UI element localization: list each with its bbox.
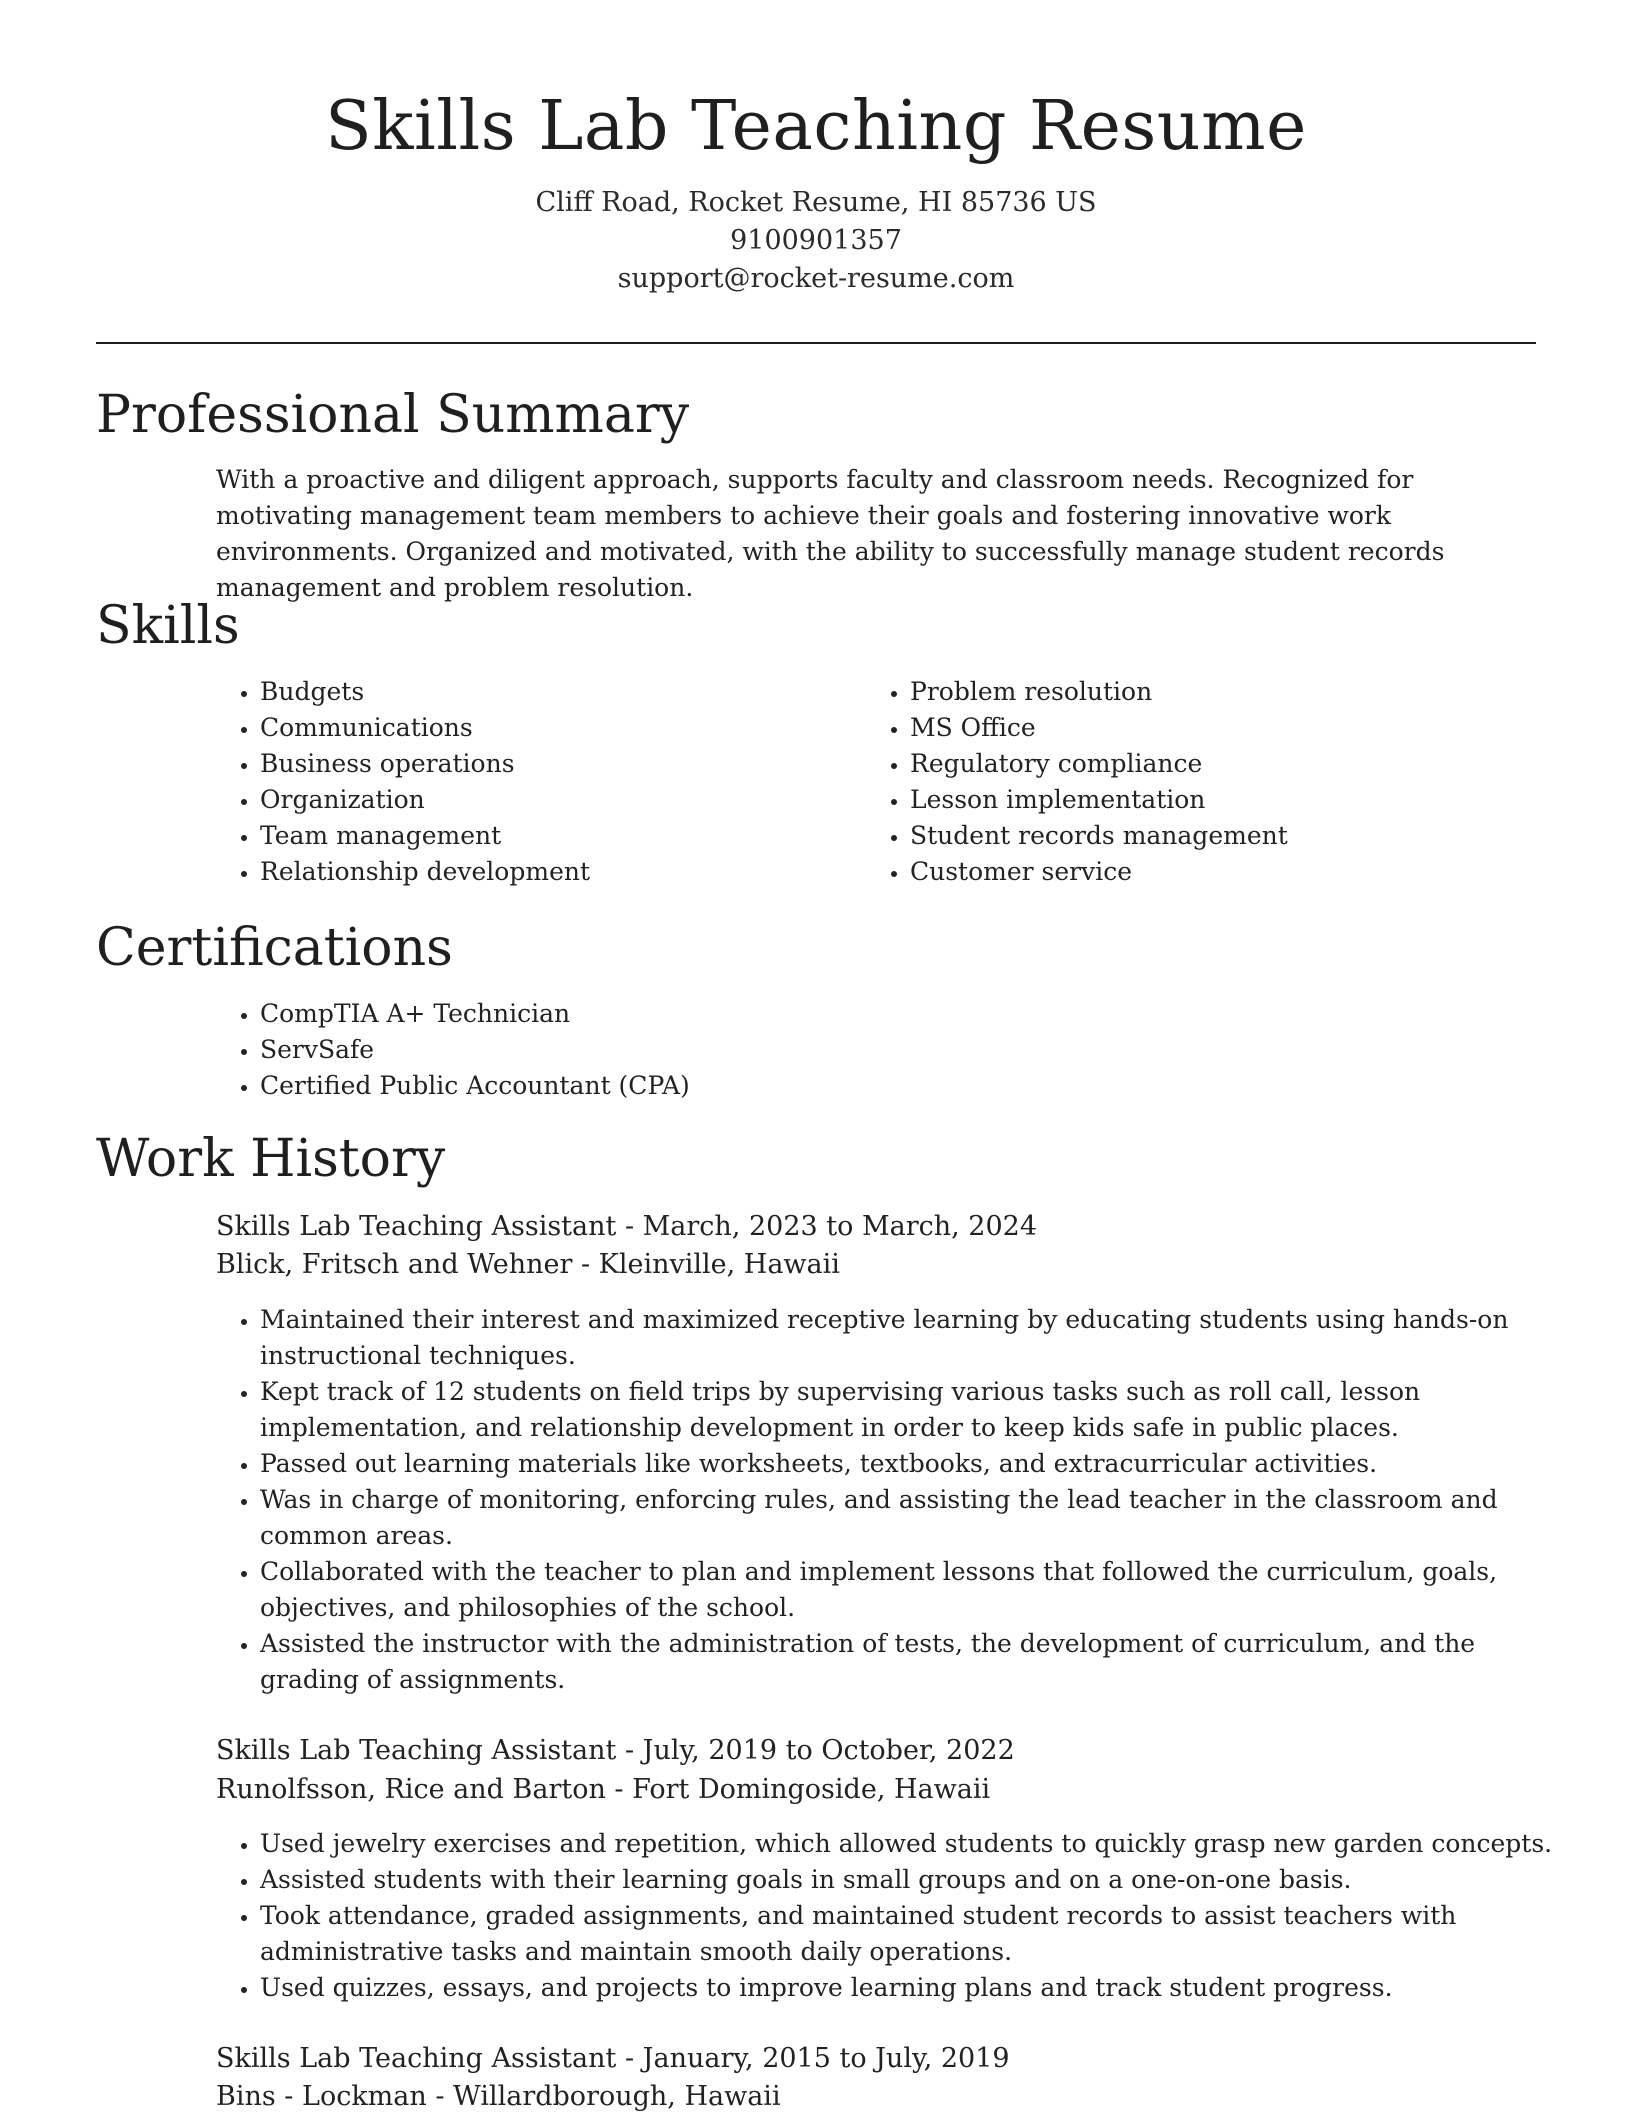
list-item: • Communications <box>260 710 860 746</box>
list-item: • Relationship development <box>260 854 860 890</box>
list-item: • Lesson implementation <box>910 782 1580 818</box>
summary-heading: Professional Summary <box>96 385 690 445</box>
resume-title: Skills Lab Teaching Resume <box>325 87 1307 166</box>
list-item: • Problem resolution <box>910 674 1580 710</box>
skills-heading: Skills <box>96 596 240 656</box>
list-item: • Took attendance, graded assignments, and maintained student records to assist teachers with administrative tasks and maintain smooth daily operations. <box>260 1898 1580 1970</box>
list-item: • Maintained their interest and maximized receptive learning by educating students using hands-on instructional techniques. <box>260 1302 1580 1374</box>
list-item: • Certified Public Accountant (CPA) <box>260 1068 1580 1104</box>
list-item: • Regulatory compliance <box>910 746 1580 782</box>
list-item: • Student records management <box>910 818 1580 854</box>
job-title: Skills Lab Teaching Assistant - January, 2015 to July, 2019 <box>216 2043 1010 2074</box>
job-company: Blick, Fritsch and Wehner - Kleinville, Hawaii <box>216 1249 840 1280</box>
summary-text: With a proactive and diligent approach, supports faculty and classroom needs. Recognized for motivating management team members to achieve their goals and fostering innovative work environments. Organized and motivated, with the ability to successfully manage student records management and problem resolution. <box>216 465 1445 602</box>
list-item: • Assisted the instructor with the administration of tests, the development of curriculum, and the grading of assignments. <box>260 1626 1580 1698</box>
job-bullets <box>216 1302 1580 1698</box>
header-divider <box>96 342 1536 344</box>
skills-list-left <box>216 674 860 890</box>
list-item: • Used quizzes, essays, and projects to improve learning plans and track student progress. <box>260 1970 1580 2006</box>
list-item: • ServSafe <box>260 1032 1580 1068</box>
list-item: • Budgets <box>260 674 860 710</box>
job-bullets <box>216 1826 1580 2006</box>
job-title: Skills Lab Teaching Assistant - July, 2019 to October, 2022 <box>216 1735 1015 1766</box>
list-item: • Was in charge of monitoring, enforcing rules, and assisting the lead teacher in the classroom and common areas. <box>260 1482 1580 1554</box>
list-item: • Collaborated with the teacher to plan and implement lessons that followed the curriculum, goals, objectives, and philosophies of the school. <box>260 1554 1580 1626</box>
list-item: • Customer service <box>910 854 1580 890</box>
list-item: • Team management <box>260 818 860 854</box>
skills-list-right <box>866 674 1580 890</box>
list-item: • CompTIA A+ Technician <box>260 996 1580 1032</box>
list-item: • Assisted students with their learning goals in small groups and on a one-on-one basis. <box>260 1862 1580 1898</box>
contact-block <box>0 184 1632 298</box>
list-item: • Used jewelry exercises and repetition, which allowed students to quickly grasp new garden concepts. <box>260 1826 1580 1862</box>
job-title: Skills Lab Teaching Assistant - March, 2023 to March, 2024 <box>216 1211 1038 1242</box>
list-item: • Business operations <box>260 746 860 782</box>
job-company: Bins - Lockman - Willardborough, Hawaii <box>216 2081 781 2112</box>
job-company: Runolfsson, Rice and Barton - Fort Domingoside, Hawaii <box>216 1774 991 1805</box>
work-history-heading: Work History <box>96 1129 446 1189</box>
resume-header <box>0 80 1632 298</box>
email: support@rocket-resume.com <box>617 263 1015 294</box>
phone: 9100901357 <box>730 225 902 256</box>
list-item: • Passed out learning materials like worksheets, textbooks, and extracurricular activities. <box>260 1446 1580 1482</box>
address: Cliff Road, Rocket Resume, HI 85736 US <box>535 187 1097 218</box>
certifications-list <box>216 996 1580 1104</box>
list-item: • MS Office <box>910 710 1580 746</box>
list-item: • Organization <box>260 782 860 818</box>
certifications-heading: Certifications <box>96 918 453 978</box>
list-item: • Kept track of 12 students on field trips by supervising various tasks such as roll call, lesson implementation, and relationship development in order to keep kids safe in public places. <box>260 1374 1580 1446</box>
